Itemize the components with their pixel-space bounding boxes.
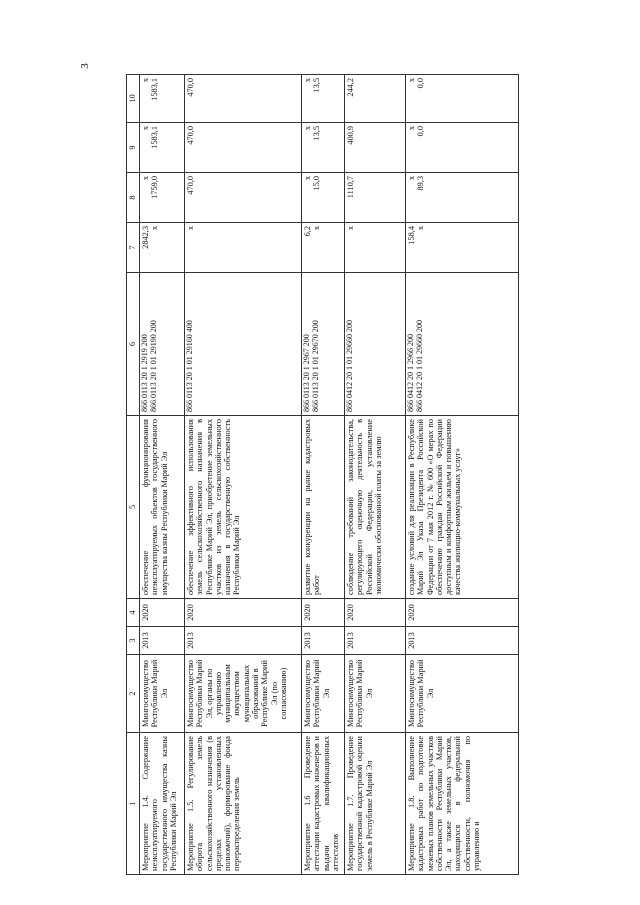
program-measures-table <box>126 74 519 875</box>
end-year: 2020 <box>140 599 185 627</box>
table-row <box>185 75 302 875</box>
amount-col7: x <box>345 223 406 273</box>
expected-result: обеспечение эффективного использования земель сельскохозяйственного назначения в Республике Марий Эл, приобретение земельных участков из земель сельскохозяйственного назначения в государственную собственность Республики Марий Эл <box>185 416 302 599</box>
executor: Мингосимущество Республики Марий Эл <box>406 655 519 733</box>
amount-col7: 2842,3 x <box>140 223 185 273</box>
budget-code: 866 0113 20 1 2919 200 866 0113 20 1 01 29190 200 <box>140 273 185 416</box>
column-header: 4 <box>127 599 140 627</box>
amount-col10: x 1583,1 <box>140 75 185 123</box>
expected-result: соблюдение требований законодательства, регулирующего оценочную деятельность в Российской Федерации, установление экономически обоснованной платы за землю <box>345 416 406 599</box>
amount-col9: 470,0 <box>185 123 302 173</box>
executor: Мингосимущество Республики Марий Эл, органы по управлению муниципальным имуществом муниципальных образований в Республике Марий Эл (по согласованию) <box>185 655 302 733</box>
column-header: 3 <box>127 627 140 655</box>
page-number: 3 <box>78 63 91 69</box>
expected-result: создание условий для реализации в Республике Марий Эл Указа Президента Российской Федерации от 7 мая 2012 г. № 600 «О мерах по обеспечению граждан Российской Федерации доступным и комфортным жильем и повышению качества жилищно-коммунальных услуг» <box>406 416 519 599</box>
budget-code: 866 0113 20 1 01 29160 400 <box>185 273 302 416</box>
amount-col9: x 13,5 <box>302 123 345 173</box>
table-row <box>302 75 345 875</box>
column-header: 8 <box>127 173 140 223</box>
column-header: 7 <box>127 223 140 273</box>
start-year: 2013 <box>140 627 185 655</box>
amount-col10: x 13,5 <box>302 75 345 123</box>
amount-col8: x 89,3 <box>406 173 519 223</box>
header-row <box>127 75 140 875</box>
amount-col8: x 1759,0 <box>140 173 185 223</box>
amount-col8: 1110,7 <box>345 173 406 223</box>
expected-result: развитие конкуренции на рынке кадастровых работ <box>302 416 345 599</box>
amount-col8: 470,0 <box>185 173 302 223</box>
column-header: 2 <box>127 655 140 733</box>
measure-name: Мероприятие 1.4. Содержание неэксплуатируемого государственного имущества казны Республики Марий Эл <box>140 733 185 875</box>
amount-col9: x 0,0 <box>406 123 519 173</box>
budget-code: 866 0113 20 1 2967 200 866 0113 20 1 01 29670 200 <box>302 273 345 416</box>
end-year: 2020 <box>406 599 519 627</box>
column-header: 9 <box>127 123 140 173</box>
measure-name: Мероприятие 1.6 Проведение аттестации кадастровых инженеров и выдачи квалификационных аттестатов <box>302 733 345 875</box>
amount-col9: 400,9 <box>345 123 406 173</box>
budget-code: 866 0412 20 1 01 29660 200 <box>345 273 406 416</box>
budget-code: 866 0412 20 1 2966 200 866 0412 20 1 01 29660 200 <box>406 273 519 416</box>
amount-col7: 158,4 x <box>406 223 519 273</box>
measure-name: Мероприятие 1.7. Проведение государственной кадастровой оценки земель в Республике Марий Эл <box>345 733 406 875</box>
amount-col10: x 0,0 <box>406 75 519 123</box>
column-header: 10 <box>127 75 140 123</box>
end-year: 2020 <box>302 599 345 627</box>
amount-col8: x 15,0 <box>302 173 345 223</box>
end-year: 2020 <box>185 599 302 627</box>
executor: Мингосимущество Республики Марий Эл <box>302 655 345 733</box>
rotated-table-container <box>126 75 526 875</box>
executor: Мингосимущество Республики Марий Эл <box>140 655 185 733</box>
amount-col10: 244,2 <box>345 75 406 123</box>
amount-col9: x 1583,1 <box>140 123 185 173</box>
start-year: 2013 <box>302 627 345 655</box>
start-year: 2013 <box>406 627 519 655</box>
executor: Мингосимущество Республики Марий Эл <box>345 655 406 733</box>
table-row <box>140 75 185 875</box>
amount-col7: 6,2 x <box>302 223 345 273</box>
end-year: 2020 <box>345 599 406 627</box>
amount-col10: 470,0 <box>185 75 302 123</box>
column-header: 1 <box>127 733 140 875</box>
measure-name: Мероприятие 1.5. Регулирование оборота земель сельскохозяйственного назначения (в пределах установленных полномочий), формирование фонда перераспределения земель <box>185 733 302 875</box>
start-year: 2013 <box>185 627 302 655</box>
table-row <box>406 75 519 875</box>
column-header: 6 <box>127 273 140 416</box>
table-row <box>345 75 406 875</box>
measure-name: Мероприятие 1.8. Выполнение кадастровых работ по подготовке межевых планов земельных участков собственности Республики Марий Эл, а также земельных участков, находящихся в федеральной собственности, полномочия по управлению и <box>406 733 519 875</box>
column-header: 5 <box>127 416 140 599</box>
start-year: 2013 <box>345 627 406 655</box>
expected-result: обеспечение функционирования неэксплуатируемых объектов государственного имущества казны Республики Марий Эл <box>140 416 185 599</box>
amount-col7: x <box>185 223 302 273</box>
